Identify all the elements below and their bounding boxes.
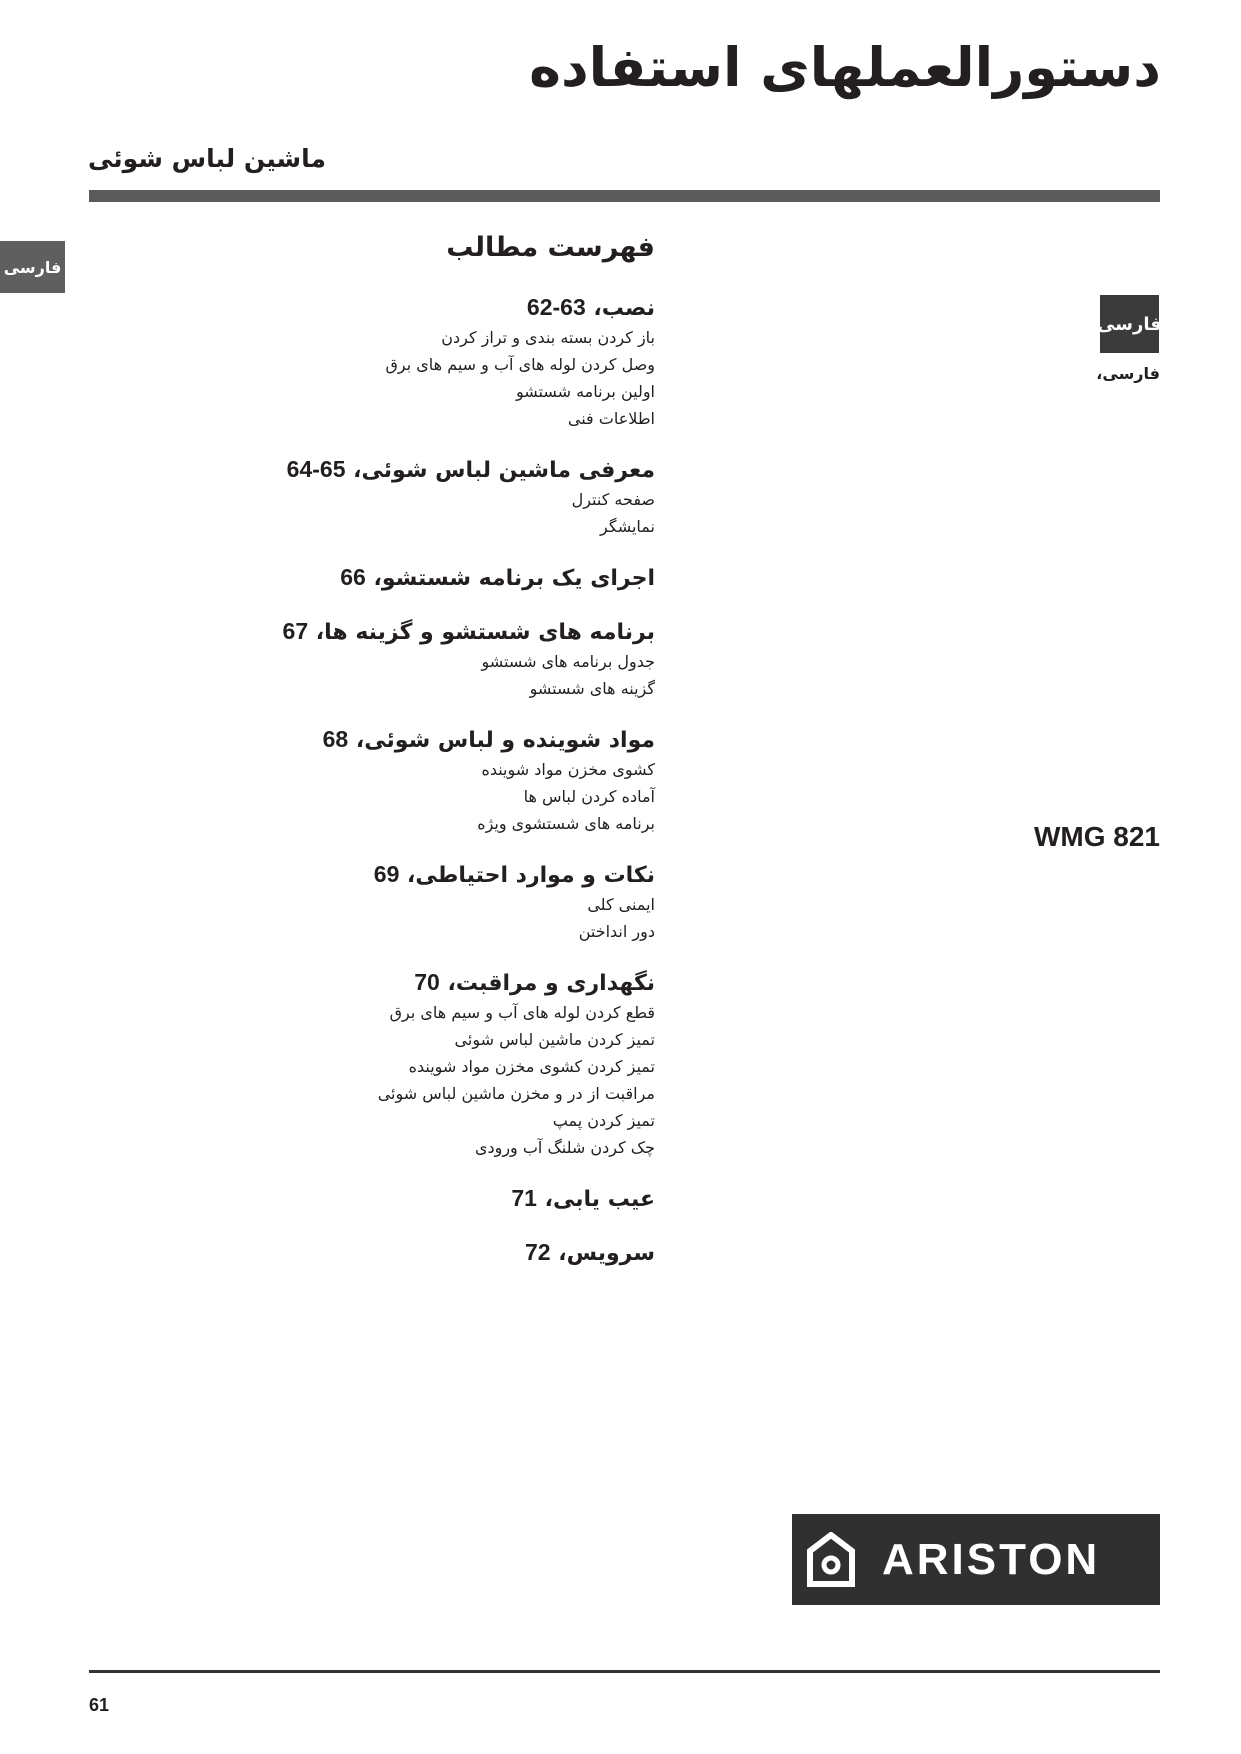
toc-subitem[interactable]: وصل کردن لوله های آب و سیم های برق <box>385 355 655 374</box>
language-tab-left[interactable]: فارسی <box>0 241 65 293</box>
footer-divider <box>89 1670 1160 1673</box>
toc-page-range: 67 <box>282 618 309 644</box>
model-number: WMG 821 <box>1033 821 1160 852</box>
toc-section <box>215 724 655 837</box>
toc-subitem[interactable]: چک کردن شلنگ آب ورودی <box>474 1138 655 1157</box>
toc-section-title[interactable] <box>215 859 655 891</box>
toc-subitem[interactable]: اولین برنامه شستشو <box>515 382 655 401</box>
toc-page-range: 68 <box>322 726 349 752</box>
toc-page-range: 72 <box>525 1239 551 1265</box>
toc-subitem[interactable]: مراقبت از در و مخزن ماشین لباس شوئی <box>377 1084 655 1103</box>
toc-section-name: سرویس، <box>558 1241 655 1266</box>
toc-subitem[interactable]: تمیز کردن ماشین لباس شوئی <box>454 1030 655 1049</box>
toc-section-name: عیب یابی، <box>544 1187 655 1212</box>
toc-subitem[interactable]: آماده کردن لباس ها <box>523 787 655 806</box>
brand-name: ARISTON <box>882 1534 1101 1584</box>
toc-page-range: 69 <box>373 861 400 887</box>
toc-subitem[interactable]: جدول برنامه های شستشو <box>481 652 655 671</box>
toc-section-title[interactable] <box>215 1183 655 1215</box>
toc-section <box>215 1183 655 1215</box>
house-logo-icon <box>806 1532 856 1588</box>
toc-section-title[interactable] <box>215 292 655 324</box>
brand-logo <box>792 1514 1160 1605</box>
toc-subitem[interactable]: تمیز کردن کشوی مخزن مواد شوینده <box>408 1057 655 1076</box>
toc-subitem[interactable]: اطلاعات فنی <box>567 409 655 428</box>
toc-subitem[interactable]: نمایشگر <box>600 517 655 536</box>
toc-section-name: اجرای یک برنامه شستشو، <box>373 566 655 591</box>
toc-section <box>215 616 655 702</box>
table-of-contents <box>215 292 655 1291</box>
toc-page-range: 66 <box>340 564 366 590</box>
toc-subitem[interactable]: باز کردن بسته بندی و تراز کردن <box>441 328 655 347</box>
toc-page-range: 64-65 <box>286 456 346 482</box>
header-divider <box>89 190 1160 202</box>
page-number: 61 <box>89 1695 110 1715</box>
toc-heading: فهرست مطالب <box>446 232 655 263</box>
language-tab-right[interactable]: فارسی <box>1100 295 1159 353</box>
toc-section-title[interactable] <box>215 724 655 756</box>
toc-subitem[interactable]: گزینه های شستشو <box>529 679 655 698</box>
toc-section-title[interactable] <box>215 562 655 594</box>
toc-section-title[interactable] <box>215 454 655 486</box>
toc-section <box>215 967 655 1161</box>
toc-subitem[interactable]: دور انداختن <box>578 922 655 941</box>
toc-section-name: نگهداری و مراقبت، <box>447 971 655 996</box>
toc-section-name: برنامه های شستشو و گزینه ها، <box>315 620 655 645</box>
toc-subitem[interactable]: کشوی مخزن مواد شوینده <box>481 760 655 779</box>
toc-section-title[interactable] <box>215 967 655 999</box>
toc-subitem[interactable]: ایمنی کلی <box>587 895 655 914</box>
document-title: دستورالعملهای استفاده <box>529 36 1161 99</box>
toc-section-name: معرفی ماشین لباس شوئی، <box>353 458 655 483</box>
toc-section <box>215 454 655 540</box>
toc-section-name: نکات و موارد احتیاطی، <box>407 863 655 888</box>
toc-section-title[interactable] <box>215 1237 655 1269</box>
toc-section <box>215 562 655 594</box>
toc-subitem[interactable]: قطع کردن لوله های آب و سیم های برق <box>389 1003 655 1022</box>
toc-subitem[interactable]: صفحه کنترل <box>571 490 655 509</box>
toc-section <box>215 1237 655 1269</box>
toc-page-range: 62-63 <box>526 294 586 320</box>
toc-section-name: نصب، <box>593 296 655 321</box>
toc-page-range: 70 <box>414 969 440 995</box>
toc-section-title[interactable] <box>215 616 655 648</box>
toc-section <box>215 859 655 945</box>
toc-subitem[interactable]: برنامه های شستشوی ویژه <box>477 814 655 833</box>
toc-section-name: مواد شوینده و لباس شوئی، <box>355 728 655 753</box>
toc-section <box>215 292 655 432</box>
toc-subitem[interactable]: تمیز کردن پمپ <box>552 1111 655 1130</box>
toc-page-range: 71 <box>511 1185 537 1211</box>
document-subtitle: ماشین لباس شوئی <box>88 144 326 173</box>
language-label: فارسی، <box>1096 364 1160 383</box>
